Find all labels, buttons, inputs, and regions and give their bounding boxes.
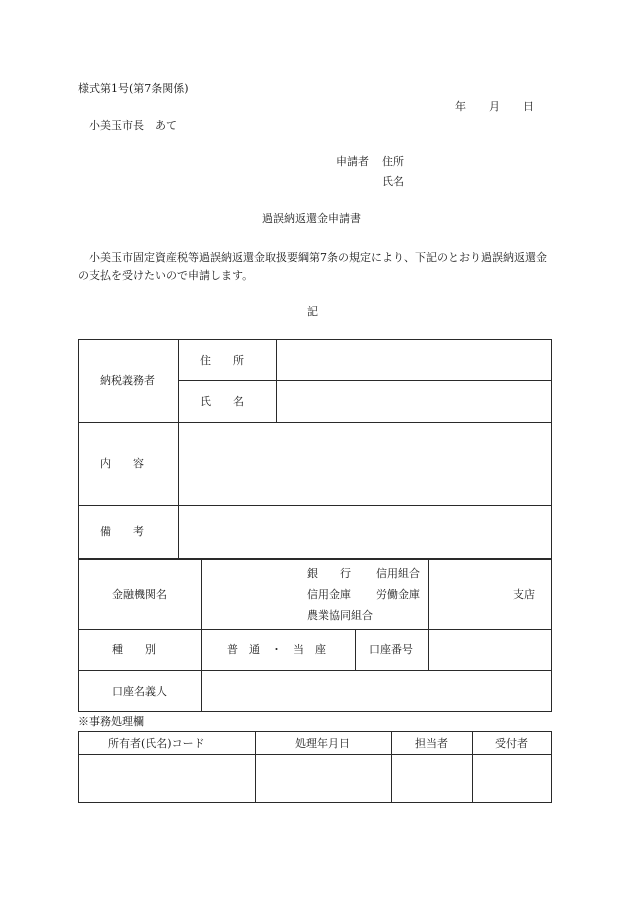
day-label: 日 (523, 100, 534, 113)
ki-label: 記 (307, 305, 318, 318)
applicant-label: 申請者 (336, 155, 369, 168)
account-holder-label: 口座名義人 (112, 685, 167, 698)
addressee: 小美玉市長 あて (89, 119, 177, 132)
remarks-label: 備 考 (100, 525, 144, 538)
body-paragraph: 小美玉市固定資産税等過誤納返還金取扱要綱第7条の規定により、下記のとおり過誤納返還金の支払を受けたいので申請します。 (78, 251, 547, 282)
applicant-name-label: 氏名 (382, 175, 404, 188)
account-holder-field[interactable] (202, 672, 550, 710)
remarks-field[interactable] (179, 507, 550, 557)
branch-field[interactable] (429, 561, 509, 628)
institution-label: 金融機関名 (112, 588, 167, 601)
processing-date-field[interactable] (256, 756, 390, 802)
labor-bank-option[interactable]: 労働金庫 (376, 588, 420, 601)
page-title: 過誤納返還金申請書 (262, 212, 361, 225)
content-field[interactable] (179, 424, 550, 504)
agri-coop-option[interactable]: 農業協同組合 (307, 609, 373, 622)
staff-header: 担当者 (415, 737, 448, 750)
branch-label: 支店 (513, 588, 535, 601)
staff-field[interactable] (392, 756, 471, 802)
account-type-label: 種 別 (112, 643, 156, 656)
applicant-address-label: 住所 (382, 155, 404, 168)
content-label: 内 容 (100, 457, 144, 470)
bank-option[interactable]: 銀 行 (307, 567, 351, 580)
receiver-header: 受付者 (495, 737, 528, 750)
taxpayer-address-field[interactable] (277, 341, 550, 379)
owner-code-field[interactable] (79, 756, 254, 802)
account-number-label: 口座番号 (369, 643, 413, 656)
account-number-field[interactable] (429, 631, 550, 669)
account-type-options[interactable]: 普 通 ・ 当 座 (227, 643, 326, 656)
credit-bank-option[interactable]: 信用金庫 (307, 588, 351, 601)
form-number: 様式第1号(第7条関係) (78, 82, 189, 95)
office-use-caption: ※事務処理欄 (78, 715, 144, 728)
receiver-field[interactable] (473, 756, 550, 802)
taxpayer-name-field[interactable] (277, 382, 550, 421)
owner-code-header: 所有者(氏名)コード (108, 737, 205, 750)
year-label: 年 (455, 100, 466, 113)
month-label: 月 (489, 100, 500, 113)
processing-date-header: 処理年月日 (295, 737, 350, 750)
taxpayer-label: 納税義務者 (100, 374, 155, 387)
credit-union-option[interactable]: 信用組合 (376, 567, 420, 580)
taxpayer-name-label: 氏 名 (200, 395, 244, 408)
taxpayer-address-label: 住 所 (200, 354, 244, 367)
